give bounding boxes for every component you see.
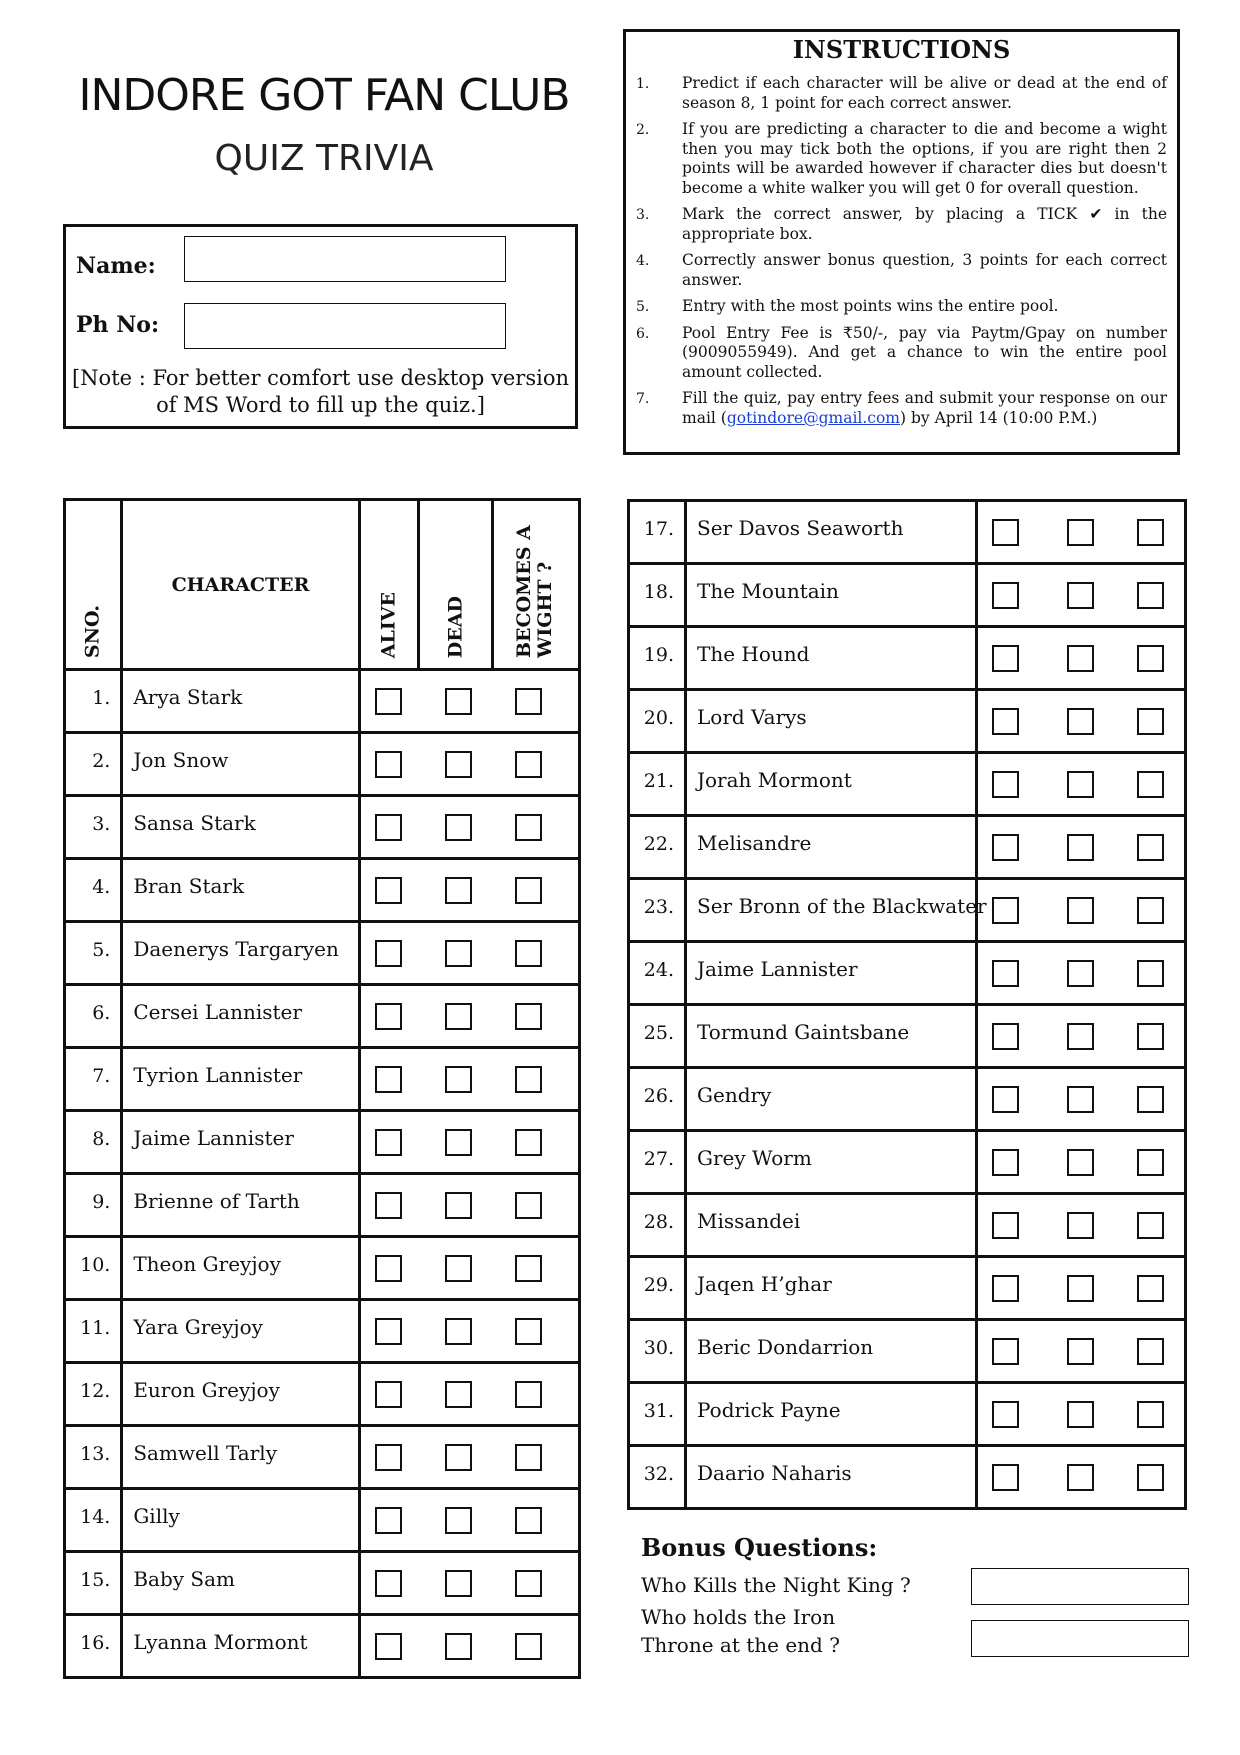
character-name: Beric Dondarrion <box>686 1320 977 1383</box>
dead-checkbox[interactable] <box>445 1381 472 1408</box>
alive-checkbox[interactable] <box>992 897 1019 924</box>
serial-number: 30. <box>629 1320 686 1383</box>
character-row <box>629 1257 1186 1320</box>
answer-checkboxes <box>359 1111 579 1174</box>
dead-checkbox[interactable] <box>1067 519 1094 546</box>
wight-checkbox[interactable] <box>1137 1401 1164 1428</box>
serial-number: 26. <box>629 1068 686 1131</box>
alive-checkbox[interactable] <box>375 877 402 904</box>
character-name: Jaqen H’ghar <box>686 1257 977 1320</box>
character-row <box>65 1363 580 1426</box>
answer-checkboxes <box>977 1383 1186 1446</box>
answer-checkboxes <box>977 564 1186 627</box>
alive-checkbox[interactable] <box>992 1086 1019 1113</box>
character-name: Bran Stark <box>122 859 359 922</box>
wight-checkbox[interactable] <box>1137 519 1164 546</box>
instruction-number: 7. <box>636 391 650 407</box>
alive-checkbox[interactable] <box>992 1023 1019 1050</box>
phone-label: Ph No: <box>76 312 160 338</box>
alive-checkbox[interactable] <box>992 582 1019 609</box>
character-row <box>65 796 580 859</box>
character-row <box>629 879 1186 942</box>
character-row <box>65 1300 580 1363</box>
alive-checkbox[interactable] <box>375 1066 402 1093</box>
serial-number: 7. <box>65 1048 122 1111</box>
bonus-question-2-line-2: Throne at the end ? <box>641 1633 840 1657</box>
alive-checkbox[interactable] <box>992 960 1019 987</box>
phone-input[interactable] <box>184 303 506 349</box>
serial-number: 19. <box>629 627 686 690</box>
character-row <box>629 627 1186 690</box>
alive-checkbox[interactable] <box>992 1338 1019 1365</box>
character-name: Daenerys Targaryen <box>122 922 359 985</box>
instruction-text: Entry with the most points wins the entire pool. <box>682 297 1059 315</box>
wight-checkbox[interactable] <box>1137 1149 1164 1176</box>
serial-number: 32. <box>629 1446 686 1509</box>
wight-checkbox[interactable] <box>515 1192 542 1219</box>
instruction-text: If you are predicting a character to die and become a wight then you may tick both the options, if you are right then 2 points will be awarded however if character dies but doesn't become a white walker you will get 0 for overall question. <box>682 120 1167 197</box>
serial-number: 31. <box>629 1383 686 1446</box>
answer-checkboxes <box>359 670 579 733</box>
answer-checkboxes <box>359 796 579 859</box>
alive-checkbox[interactable] <box>375 1129 402 1156</box>
alive-checkbox[interactable] <box>375 1444 402 1471</box>
name-label: Name: <box>76 253 156 279</box>
serial-number: 21. <box>629 753 686 816</box>
character-name: Tormund Gaintsbane <box>686 1005 977 1068</box>
table-header-row <box>65 500 580 670</box>
wight-header-text: BECOMES A WIGHT ? <box>513 525 557 658</box>
dead-header <box>419 500 493 670</box>
instructions-list <box>636 74 1167 428</box>
answer-checkboxes <box>359 1489 579 1552</box>
instruction-item <box>636 324 1167 383</box>
wight-header <box>493 500 580 670</box>
character-name: Podrick Payne <box>686 1383 977 1446</box>
wight-checkbox[interactable] <box>515 1570 542 1597</box>
sno-header <box>65 500 122 670</box>
answer-checkboxes <box>977 753 1186 816</box>
character-name: Jaime Lannister <box>122 1111 359 1174</box>
character-name: Euron Greyjoy <box>122 1363 359 1426</box>
dead-checkbox[interactable] <box>1067 960 1094 987</box>
wight-checkbox[interactable] <box>515 1633 542 1660</box>
answer-checkboxes <box>977 879 1186 942</box>
answer-checkboxes <box>977 501 1186 564</box>
wight-checkbox[interactable] <box>515 1444 542 1471</box>
serial-number: 14. <box>65 1489 122 1552</box>
character-row <box>65 1048 580 1111</box>
instruction-number: 1. <box>636 76 650 92</box>
character-name: The Mountain <box>686 564 977 627</box>
character-row <box>65 985 580 1048</box>
serial-number: 8. <box>65 1111 122 1174</box>
participant-info-box <box>63 224 578 429</box>
dead-checkbox[interactable] <box>445 1507 472 1534</box>
character-name: Baby Sam <box>122 1552 359 1615</box>
dead-checkbox[interactable] <box>445 1318 472 1345</box>
wight-checkbox[interactable] <box>1137 1023 1164 1050</box>
instruction-item <box>636 120 1167 198</box>
character-name: Jorah Mormont <box>686 753 977 816</box>
wight-checkbox[interactable] <box>1137 582 1164 609</box>
character-name: Gilly <box>122 1489 359 1552</box>
answer-checkboxes <box>977 1320 1186 1383</box>
serial-number: 25. <box>629 1005 686 1068</box>
dead-checkbox[interactable] <box>445 688 472 715</box>
wight-checkbox[interactable] <box>515 1255 542 1282</box>
wight-checkbox[interactable] <box>515 1066 542 1093</box>
wight-checkbox[interactable] <box>515 1507 542 1534</box>
instructions-title: INSTRUCTIONS <box>792 35 1011 64</box>
instruction-item <box>636 389 1167 428</box>
bonus-answer-1-input[interactable] <box>971 1568 1189 1605</box>
dead-checkbox[interactable] <box>1067 708 1094 735</box>
character-row <box>65 670 580 733</box>
character-row <box>629 816 1186 879</box>
answer-checkboxes <box>359 733 579 796</box>
serial-number: 6. <box>65 985 122 1048</box>
wight-checkbox[interactable] <box>515 1381 542 1408</box>
alive-checkbox[interactable] <box>375 1318 402 1345</box>
character-name: Jon Snow <box>122 733 359 796</box>
wight-checkbox[interactable] <box>515 1318 542 1345</box>
character-table-left <box>63 498 581 1679</box>
alive-checkbox[interactable] <box>375 688 402 715</box>
bonus-answer-2-input[interactable] <box>971 1620 1189 1657</box>
character-row <box>629 1446 1186 1509</box>
bonus-question-1: Who Kills the Night King ? <box>641 1573 911 1597</box>
dead-checkbox[interactable] <box>445 1129 472 1156</box>
character-row <box>65 922 580 985</box>
serial-number: 18. <box>629 564 686 627</box>
character-row <box>65 1237 580 1300</box>
serial-number: 28. <box>629 1194 686 1257</box>
character-row <box>65 1174 580 1237</box>
answer-checkboxes <box>359 1237 579 1300</box>
answer-checkboxes <box>977 942 1186 1005</box>
alive-checkbox[interactable] <box>375 814 402 841</box>
wight-checkbox[interactable] <box>1137 834 1164 861</box>
answer-checkboxes <box>977 690 1186 753</box>
character-name: The Hound <box>686 627 977 690</box>
alive-checkbox[interactable] <box>992 1212 1019 1239</box>
club-title: INDORE GOT FAN CLUB <box>78 70 570 121</box>
serial-number: 3. <box>65 796 122 859</box>
answer-checkboxes <box>359 1174 579 1237</box>
dead-checkbox[interactable] <box>445 751 472 778</box>
wight-checkbox[interactable] <box>1137 771 1164 798</box>
serial-number: 11. <box>65 1300 122 1363</box>
character-name: Cersei Lannister <box>122 985 359 1048</box>
alive-checkbox[interactable] <box>992 1275 1019 1302</box>
alive-checkbox[interactable] <box>375 940 402 967</box>
character-row <box>629 942 1186 1005</box>
serial-number: 1. <box>65 670 122 733</box>
sno-header-text: SNO. <box>81 604 104 658</box>
alive-checkbox[interactable] <box>375 1192 402 1219</box>
serial-number: 12. <box>65 1363 122 1426</box>
character-row <box>65 1552 580 1615</box>
character-row <box>65 1615 580 1678</box>
serial-number: 17. <box>629 501 686 564</box>
dead-checkbox[interactable] <box>1067 645 1094 672</box>
instruction-number: 4. <box>636 253 650 269</box>
wight-checkbox[interactable] <box>1137 1338 1164 1365</box>
serial-number: 22. <box>629 816 686 879</box>
dead-checkbox[interactable] <box>445 1066 472 1093</box>
wight-checkbox[interactable] <box>515 1129 542 1156</box>
answer-checkboxes <box>359 1552 579 1615</box>
character-name: Melisandre <box>686 816 977 879</box>
instruction-number: 5. <box>636 299 650 315</box>
alive-checkbox[interactable] <box>375 1003 402 1030</box>
wight-checkbox[interactable] <box>515 877 542 904</box>
character-row <box>65 1426 580 1489</box>
dead-checkbox[interactable] <box>445 1633 472 1660</box>
alive-checkbox[interactable] <box>375 1507 402 1534</box>
wight-checkbox[interactable] <box>1137 645 1164 672</box>
character-row <box>629 1383 1186 1446</box>
answer-checkboxes <box>359 985 579 1048</box>
alive-checkbox[interactable] <box>375 1570 402 1597</box>
instruction-item <box>636 297 1167 317</box>
dead-checkbox[interactable] <box>445 877 472 904</box>
wight-checkbox[interactable] <box>1137 1275 1164 1302</box>
character-name: Arya Stark <box>122 670 359 733</box>
character-name: Brienne of Tarth <box>122 1174 359 1237</box>
serial-number: 10. <box>65 1237 122 1300</box>
answer-checkboxes <box>977 1257 1186 1320</box>
character-name: Lyanna Mormont <box>122 1615 359 1678</box>
dead-checkbox[interactable] <box>445 1192 472 1219</box>
character-header-text: CHARACTER <box>171 573 310 596</box>
dead-checkbox[interactable] <box>1067 834 1094 861</box>
serial-number: 13. <box>65 1426 122 1489</box>
instruction-number: 6. <box>636 325 650 342</box>
character-name: Lord Varys <box>686 690 977 753</box>
answer-checkboxes <box>977 1131 1186 1194</box>
bonus-title: Bonus Questions: <box>641 1533 878 1562</box>
instruction-item <box>636 74 1167 113</box>
character-name: Theon Greyjoy <box>122 1237 359 1300</box>
dead-checkbox[interactable] <box>1067 582 1094 609</box>
answer-checkboxes <box>977 1446 1186 1509</box>
dead-checkbox[interactable] <box>1067 1338 1094 1365</box>
character-name: Ser Bronn of the Blackwater <box>686 879 977 942</box>
serial-number: 2. <box>65 733 122 796</box>
answer-checkboxes <box>977 1194 1186 1257</box>
dead-checkbox[interactable] <box>445 814 472 841</box>
serial-number: 9. <box>65 1174 122 1237</box>
dead-checkbox[interactable] <box>1067 1275 1094 1302</box>
wight-checkbox[interactable] <box>1137 897 1164 924</box>
instruction-number: 3. <box>636 207 650 223</box>
character-name: Samwell Tarly <box>122 1426 359 1489</box>
dead-checkbox[interactable] <box>1067 1086 1094 1113</box>
answer-checkboxes <box>359 1363 579 1426</box>
character-row <box>629 501 1186 564</box>
wight-checkbox[interactable] <box>1137 1212 1164 1239</box>
instructions-box <box>623 29 1180 455</box>
answer-checkboxes <box>359 1615 579 1678</box>
wight-checkbox[interactable] <box>515 814 542 841</box>
dead-checkbox[interactable] <box>1067 897 1094 924</box>
character-table-right <box>627 499 1187 1510</box>
alive-checkbox[interactable] <box>992 645 1019 672</box>
dead-checkbox[interactable] <box>445 1444 472 1471</box>
wight-checkbox[interactable] <box>1137 1086 1164 1113</box>
alive-checkbox[interactable] <box>992 1401 1019 1428</box>
alive-header-text: ALIVE <box>377 591 400 658</box>
character-name: Sansa Stark <box>122 796 359 859</box>
serial-number: 4. <box>65 859 122 922</box>
wight-checkbox[interactable] <box>1137 708 1164 735</box>
answer-checkboxes <box>359 1426 579 1489</box>
instruction-item <box>636 205 1167 244</box>
character-name: Gendry <box>686 1068 977 1131</box>
quiz-subtitle: QUIZ TRIVIA <box>214 138 434 179</box>
alive-checkbox[interactable] <box>992 1149 1019 1176</box>
instruction-text: Fill the quiz, pay entry fees and submit your response on our mail ( <box>682 389 1167 427</box>
character-row <box>65 859 580 922</box>
alive-checkbox[interactable] <box>992 1464 1019 1491</box>
serial-number: 23. <box>629 879 686 942</box>
character-row <box>629 753 1186 816</box>
dead-checkbox[interactable] <box>1067 771 1094 798</box>
serial-number: 24. <box>629 942 686 1005</box>
alive-checkbox[interactable] <box>375 1633 402 1660</box>
dead-checkbox[interactable] <box>1067 1401 1094 1428</box>
serial-number: 27. <box>629 1131 686 1194</box>
alive-checkbox[interactable] <box>992 519 1019 546</box>
character-row <box>629 1068 1186 1131</box>
alive-checkbox[interactable] <box>992 834 1019 861</box>
name-input[interactable] <box>184 236 506 282</box>
character-row <box>629 690 1186 753</box>
alive-checkbox[interactable] <box>992 708 1019 735</box>
email-link[interactable]: gotindore@gmail.com <box>726 408 900 427</box>
dead-checkbox[interactable] <box>1067 1212 1094 1239</box>
serial-number: 29. <box>629 1257 686 1320</box>
serial-number: 20. <box>629 690 686 753</box>
wight-checkbox[interactable] <box>515 940 542 967</box>
answer-checkboxes <box>359 859 579 922</box>
wight-checkbox[interactable] <box>1137 1464 1164 1491</box>
alive-checkbox[interactable] <box>375 751 402 778</box>
character-row <box>629 1005 1186 1068</box>
instruction-text: Correctly answer bonus question, 3 points for each correct answer. <box>682 251 1167 289</box>
character-name: Grey Worm <box>686 1131 977 1194</box>
dead-checkbox[interactable] <box>445 1003 472 1030</box>
instruction-text: Pool Entry Fee is ₹50/-, pay via Paytm/Gpay on number (9009055949). And get a chance to win the entire pool amount collected. <box>682 323 1167 381</box>
dead-checkbox[interactable] <box>1067 1464 1094 1491</box>
wight-checkbox[interactable] <box>1137 960 1164 987</box>
answer-checkboxes <box>977 1005 1186 1068</box>
answer-checkboxes <box>977 627 1186 690</box>
character-row <box>65 1111 580 1174</box>
character-name: Jaime Lannister <box>686 942 977 1005</box>
character-name: Yara Greyjoy <box>122 1300 359 1363</box>
instruction-text: Mark the correct answer, by placing a TICK ✔ in the appropriate box. <box>682 205 1167 243</box>
alive-checkbox[interactable] <box>375 1381 402 1408</box>
answer-checkboxes <box>359 1048 579 1111</box>
serial-number: 15. <box>65 1552 122 1615</box>
character-name: Missandei <box>686 1194 977 1257</box>
dead-checkbox[interactable] <box>445 1255 472 1282</box>
wight-checkbox[interactable] <box>515 1003 542 1030</box>
character-name: Daario Naharis <box>686 1446 977 1509</box>
character-row <box>629 1320 1186 1383</box>
character-header <box>122 500 359 670</box>
character-row <box>629 564 1186 627</box>
alive-header <box>359 500 418 670</box>
dead-checkbox[interactable] <box>1067 1023 1094 1050</box>
ms-word-note: [Note : For better comfort use desktop version of MS Word to fill up the quiz.] <box>71 366 570 417</box>
character-row <box>65 733 580 796</box>
dead-header-text: DEAD <box>444 595 467 658</box>
answer-checkboxes <box>977 1068 1186 1131</box>
instruction-item <box>636 251 1167 290</box>
wight-checkbox[interactable] <box>515 688 542 715</box>
answer-checkboxes <box>359 1300 579 1363</box>
wight-checkbox[interactable] <box>515 751 542 778</box>
instruction-text: ) by April 14 (10:00 P.M.) <box>900 408 1098 427</box>
instruction-number: 2. <box>636 122 650 138</box>
bonus-question-2-line-1: Who holds the Iron <box>641 1605 836 1629</box>
alive-checkbox[interactable] <box>375 1255 402 1282</box>
character-row <box>629 1194 1186 1257</box>
character-row <box>629 1131 1186 1194</box>
instruction-text: Predict if each character will be alive or dead at the end of season 8, 1 point for each correct answer. <box>682 74 1167 112</box>
serial-number: 5. <box>65 922 122 985</box>
serial-number: 16. <box>65 1615 122 1678</box>
answer-checkboxes <box>977 816 1186 879</box>
dead-checkbox[interactable] <box>1067 1149 1094 1176</box>
character-row <box>65 1489 580 1552</box>
dead-checkbox[interactable] <box>445 1570 472 1597</box>
character-name: Ser Davos Seaworth <box>686 501 977 564</box>
character-name: Tyrion Lannister <box>122 1048 359 1111</box>
dead-checkbox[interactable] <box>445 940 472 967</box>
alive-checkbox[interactable] <box>992 771 1019 798</box>
answer-checkboxes <box>359 922 579 985</box>
